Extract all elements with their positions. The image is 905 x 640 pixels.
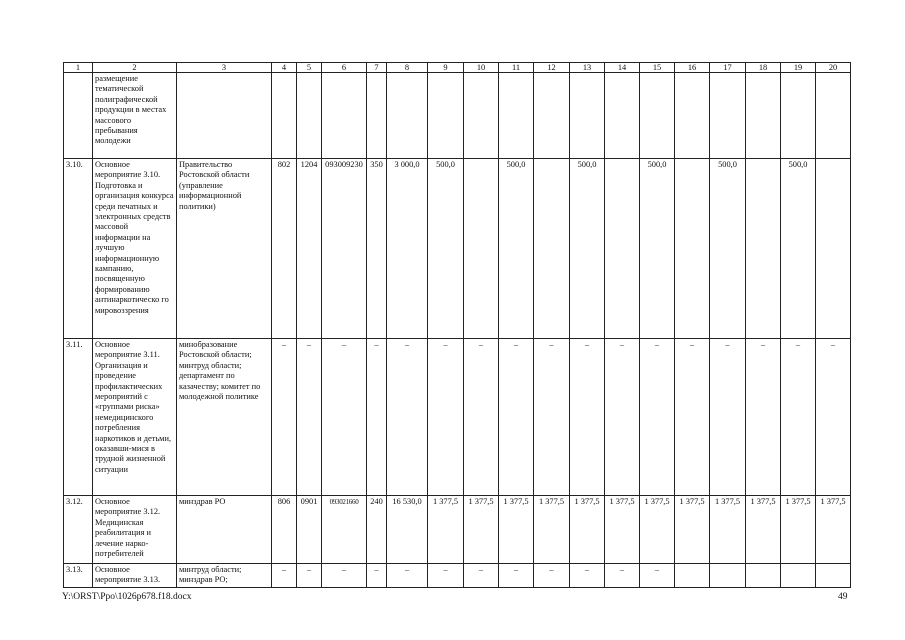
value-cell — [464, 73, 499, 159]
column-number: 15 — [640, 63, 675, 73]
column-number: 17 — [710, 63, 746, 73]
activity-name: Основное мероприятие 3.11. Организация и проведение профилактических мероприятий с «группами риска» немедицинского потребления наркотиков и детьми, оказавши-мися в трудной жизненной ситуации — [93, 339, 177, 496]
value-cell: 350 — [367, 159, 387, 339]
value-cell — [816, 73, 851, 159]
value-cell — [297, 73, 322, 159]
value-cell: – — [816, 339, 851, 496]
value-cell — [322, 73, 367, 159]
value-cell: 1 377,5 — [499, 496, 534, 564]
value-cell — [675, 73, 710, 159]
column-number: 10 — [464, 63, 499, 73]
value-cell: – — [499, 564, 534, 588]
value-cell — [640, 73, 675, 159]
value-cell: 1 377,5 — [640, 496, 675, 564]
column-number: 1 — [64, 63, 93, 73]
value-cell: 1 377,5 — [464, 496, 499, 564]
value-cell: – — [710, 339, 746, 496]
value-cell — [605, 73, 640, 159]
value-cell — [781, 73, 816, 159]
column-number: 12 — [534, 63, 570, 73]
executor: минтруд области; минздрав РО; — [177, 564, 272, 588]
value-cell: – — [387, 339, 428, 496]
page-number: 49 — [838, 592, 848, 602]
value-cell — [387, 73, 428, 159]
activity-name: Основное мероприятие 3.10. Подготовка и организация конкурса среди печатных и электронных средств массовой информации на лучшую информационную кампанию, посвященную формированию антинаркотическо го мировоззрения — [93, 159, 177, 339]
value-cell: 1 377,5 — [675, 496, 710, 564]
value-cell: – — [464, 564, 499, 588]
value-cell — [816, 159, 851, 339]
column-number: 14 — [605, 63, 640, 73]
value-cell: 0901 — [297, 496, 322, 564]
value-cell: – — [272, 339, 297, 496]
value-cell — [746, 564, 781, 588]
value-cell — [675, 159, 710, 339]
value-cell — [781, 564, 816, 588]
value-cell — [675, 564, 710, 588]
value-cell: 806 — [272, 496, 297, 564]
table-row — [64, 73, 851, 159]
column-number: 11 — [499, 63, 534, 73]
column-number: 18 — [746, 63, 781, 73]
value-cell: 1 377,5 — [570, 496, 605, 564]
row-number: 3.11. — [64, 339, 93, 496]
executor — [177, 73, 272, 159]
activity-name: Основное мероприятие 3.13. — [93, 564, 177, 588]
column-number: 16 — [675, 63, 710, 73]
row-number: 3.12. — [64, 496, 93, 564]
column-number: 19 — [781, 63, 816, 73]
value-cell — [710, 564, 746, 588]
value-cell — [367, 73, 387, 159]
value-cell: 500,0 — [781, 159, 816, 339]
value-cell: 1 377,5 — [781, 496, 816, 564]
value-cell: 500,0 — [710, 159, 746, 339]
column-number: 4 — [272, 63, 297, 73]
value-cell: 3 000,0 — [387, 159, 428, 339]
table-row — [64, 339, 851, 496]
table-row — [64, 159, 851, 339]
value-cell: 802 — [272, 159, 297, 339]
value-cell: 500,0 — [570, 159, 605, 339]
value-cell: – — [534, 564, 570, 588]
value-cell: – — [297, 339, 322, 496]
column-number: 7 — [367, 63, 387, 73]
activity-name: Основное мероприятие 3.12. Медицинская реабилитация и лечение нарко-потребителей — [93, 496, 177, 564]
value-cell: 16 530,0 — [387, 496, 428, 564]
value-cell — [746, 159, 781, 339]
row-number: 3.10. — [64, 159, 93, 339]
column-number: 6 — [322, 63, 367, 73]
value-cell: 1 377,5 — [710, 496, 746, 564]
value-cell: – — [499, 339, 534, 496]
executor: минздрав РО — [177, 496, 272, 564]
value-cell: 1 377,5 — [534, 496, 570, 564]
value-cell: 240 — [367, 496, 387, 564]
column-number: 3 — [177, 63, 272, 73]
value-cell: 1 377,5 — [428, 496, 464, 564]
row-number: 3.13. — [64, 564, 93, 588]
value-cell — [428, 73, 464, 159]
value-cell: – — [605, 564, 640, 588]
file-path: Y:\ORST\Ppo\1026p678.f18.docx — [62, 592, 192, 602]
value-cell: – — [781, 339, 816, 496]
value-cell: 500,0 — [499, 159, 534, 339]
value-cell: 093009230 — [322, 159, 367, 339]
column-number: 20 — [816, 63, 851, 73]
value-cell: – — [297, 564, 322, 588]
value-cell: – — [367, 339, 387, 496]
value-cell: – — [367, 564, 387, 588]
value-cell — [272, 73, 297, 159]
value-cell: – — [272, 564, 297, 588]
value-cell — [499, 73, 534, 159]
value-cell: 1204 — [297, 159, 322, 339]
table-row — [64, 564, 851, 588]
value-cell: – — [464, 339, 499, 496]
value-cell: 500,0 — [640, 159, 675, 339]
column-number: 8 — [387, 63, 428, 73]
value-cell: – — [570, 564, 605, 588]
value-cell — [570, 73, 605, 159]
activity-name: размещение тематической полиграфической продукции в местах массового пребывания молодежи — [93, 73, 177, 159]
value-cell: 1 377,5 — [746, 496, 781, 564]
row-number — [64, 73, 93, 159]
value-cell — [710, 73, 746, 159]
value-cell — [464, 159, 499, 339]
value-cell: – — [605, 339, 640, 496]
value-cell: 500,0 — [428, 159, 464, 339]
value-cell — [534, 73, 570, 159]
value-cell: 093021660 — [322, 496, 367, 564]
column-number-row — [64, 63, 851, 73]
value-cell — [816, 564, 851, 588]
value-cell: – — [746, 339, 781, 496]
value-cell: – — [387, 564, 428, 588]
executor: минобразование Ростовской области; минтруд области; департамент по казачеству; комитет по молодежной политике — [177, 339, 272, 496]
value-cell: – — [570, 339, 605, 496]
column-number: 2 — [93, 63, 177, 73]
value-cell — [605, 159, 640, 339]
column-number: 13 — [570, 63, 605, 73]
value-cell: – — [640, 564, 675, 588]
column-number: 5 — [297, 63, 322, 73]
value-cell: – — [428, 339, 464, 496]
executor: Правительство Ростовской области (управление информационной политики) — [177, 159, 272, 339]
value-cell: – — [534, 339, 570, 496]
column-number: 9 — [428, 63, 464, 73]
value-cell: – — [322, 564, 367, 588]
value-cell: – — [675, 339, 710, 496]
table-row — [64, 496, 851, 564]
value-cell — [534, 159, 570, 339]
value-cell: – — [640, 339, 675, 496]
value-cell: – — [322, 339, 367, 496]
value-cell: – — [428, 564, 464, 588]
value-cell — [746, 73, 781, 159]
value-cell: 1 377,5 — [816, 496, 851, 564]
value-cell: 1 377,5 — [605, 496, 640, 564]
program-table — [63, 62, 851, 588]
